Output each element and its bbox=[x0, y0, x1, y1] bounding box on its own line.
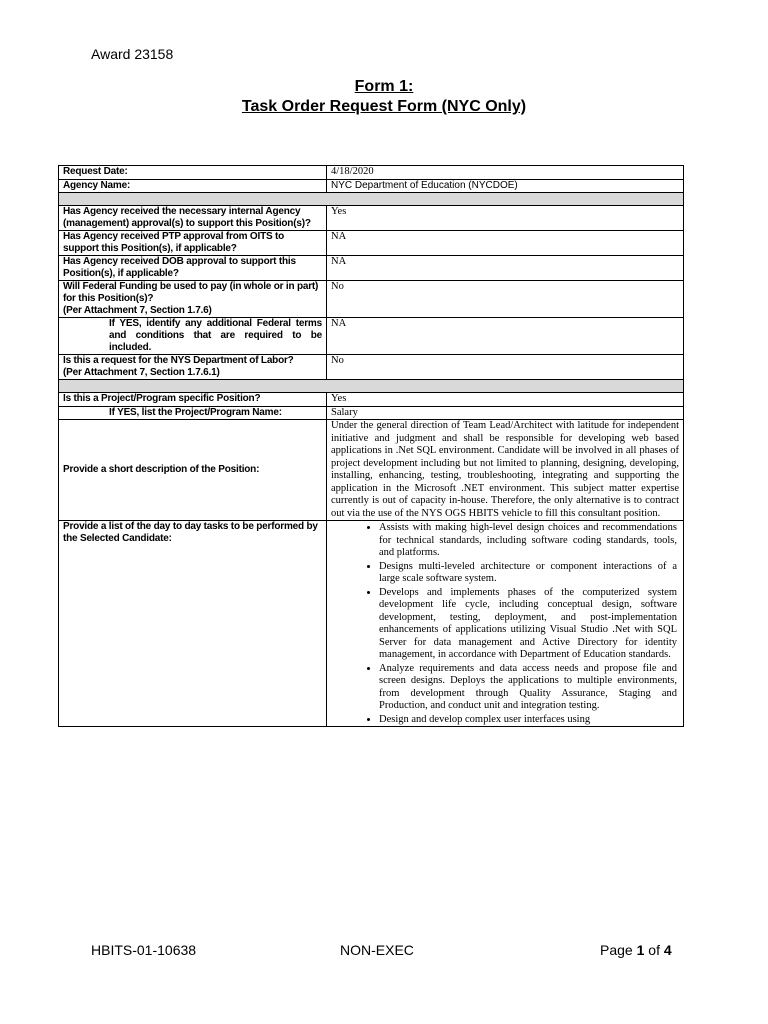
footer-document-id: HBITS-01-10638 bbox=[91, 942, 197, 958]
divider-cell bbox=[59, 193, 684, 206]
federal-funding-label bbox=[59, 281, 327, 318]
daily-tasks-label: Provide a list of the day to day tasks to be performed by the Selected Candidate: bbox=[59, 521, 327, 727]
dob-approval-label: Has Agency received DOB approval to support this Position(s), if applicable? bbox=[59, 256, 327, 281]
table-row bbox=[59, 420, 684, 521]
table-row bbox=[59, 179, 684, 193]
list-item: • Designs multi-leveled architecture or component interactions of a large scale software system. bbox=[379, 560, 677, 586]
table-row bbox=[59, 281, 684, 318]
daily-tasks-value bbox=[327, 521, 684, 727]
section-divider bbox=[59, 193, 684, 206]
table-row bbox=[59, 206, 684, 231]
project-specific-value: Yes bbox=[327, 393, 684, 407]
labor-dept-label bbox=[59, 355, 327, 380]
table-row bbox=[59, 521, 684, 727]
table-row bbox=[59, 318, 684, 355]
internal-approval-label: Has Agency received the necessary internal Agency (management) approval(s) to support this Position(s)? bbox=[59, 206, 327, 231]
page-total: 4 bbox=[663, 942, 672, 958]
table-row bbox=[59, 166, 684, 180]
project-specific-label: Is this a Project/Program specific Position? bbox=[59, 393, 327, 407]
page-separator: of bbox=[644, 942, 664, 958]
table-row bbox=[59, 256, 684, 281]
list-item: • Analyze requirements and data access needs and propose file and screen designs. Deploys the applications to multiple environments, from development through Quality Assurance, Staging and Production, and conduct unit and integration testing. bbox=[379, 662, 677, 713]
project-name-label: If YES, list the Project/Program Name: bbox=[59, 406, 327, 420]
table-row bbox=[59, 393, 684, 407]
request-date-label: Request Date: bbox=[59, 166, 327, 180]
divider-cell bbox=[59, 380, 684, 393]
ptp-approval-value: NA bbox=[327, 231, 684, 256]
footer-status: NON-EXEC bbox=[340, 942, 414, 958]
labor-dept-value: No bbox=[327, 355, 684, 380]
table-row bbox=[59, 355, 684, 380]
federal-funding-question: Will Federal Funding be used to pay (in whole or in part) for this Position(s)? bbox=[63, 281, 319, 304]
award-number: Award 23158 bbox=[91, 46, 174, 62]
labor-dept-reference: (Per Attachment 7, Section 1.7.6.1) bbox=[63, 367, 220, 378]
section-divider bbox=[59, 380, 684, 393]
list-item: • Develops and implements phases of the computerized system development life cycle, including conceptual design, software development, testing, deployment, and post-implementation enhancements of applications utilizing Visual Studio .Net with SQL Server for data management and Active Directory for identity management, in accordance with Department of Education standards. bbox=[379, 586, 677, 662]
footer-page-number bbox=[600, 942, 672, 958]
form-title: Task Order Request Form (NYC Only) bbox=[241, 98, 527, 115]
page-prefix: Page bbox=[600, 942, 637, 958]
list-item: • Design and develop complex user interfaces using bbox=[379, 713, 677, 727]
labor-dept-question: Is this a request for the NYS Department of Labor? bbox=[63, 355, 294, 366]
dob-approval-value: NA bbox=[327, 256, 684, 281]
table-row bbox=[59, 406, 684, 420]
list-item: • Assists with making high-level design choices and recommendations for technical standards, including software coding standards, tools, and platforms. bbox=[379, 521, 677, 560]
position-description-label: Provide a short description of the Position: bbox=[59, 420, 327, 521]
task-order-request-table bbox=[58, 165, 684, 727]
table-row bbox=[59, 231, 684, 256]
federal-funding-value: No bbox=[327, 281, 684, 318]
request-date-value: 4/18/2020 bbox=[327, 166, 684, 180]
position-description-value: Under the general direction of Team Lead/Architect with latitude for independent initiative and judgment and shall be responsible for developing web based applications in .Net SQL environment. Candidate will be involved in all phases of project development including but not limited to planning, designing, developing, installing, enhancing, testing, troubleshooting, integrating and supporting the application in the Microsoft .NET environment. This subject matter expertise currently is out of capacity in-house. Therefore, the only alternative is to contract out via the use of the NYS OGS HBITS vehicle to fill this consultant position. bbox=[327, 420, 684, 521]
agency-name-label: Agency Name: bbox=[59, 179, 327, 193]
federal-terms-label: If YES, identify any additional Federal terms and conditions that are required to be included. bbox=[59, 318, 327, 355]
ptp-approval-label: Has Agency received PTP approval from OITS to support this Position(s), if applicable? bbox=[59, 231, 327, 256]
agency-name-value: NYC Department of Education (NYCDOE) bbox=[327, 179, 684, 193]
federal-funding-reference: (Per Attachment 7, Section 1.7.6) bbox=[63, 305, 212, 316]
internal-approval-value: Yes bbox=[327, 206, 684, 231]
form-number-title: Form 1: bbox=[354, 78, 414, 95]
page-current: 1 bbox=[636, 942, 645, 958]
project-name-value: Salary bbox=[327, 406, 684, 420]
federal-terms-value: NA bbox=[327, 318, 684, 355]
task-list bbox=[331, 521, 679, 726]
